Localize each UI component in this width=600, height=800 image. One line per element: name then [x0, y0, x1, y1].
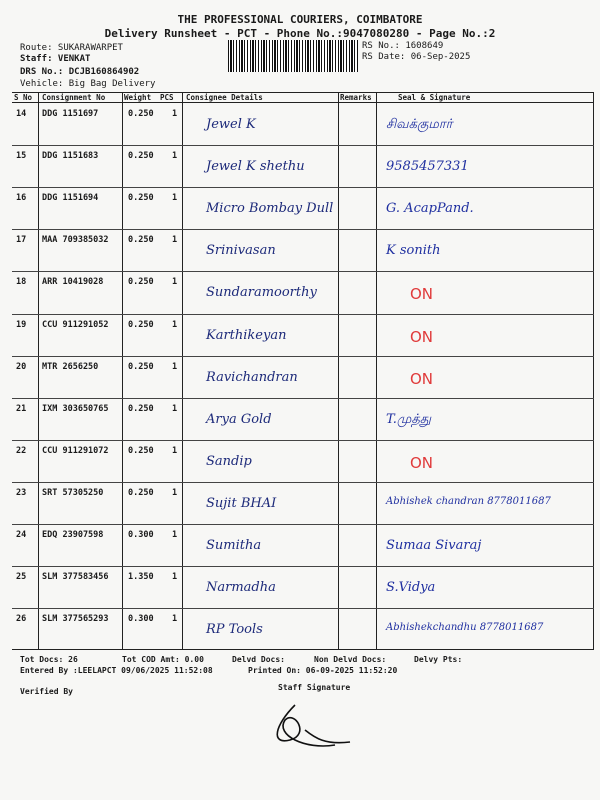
th-seal: Seal & Signature — [398, 93, 471, 102]
row-consignment-no: IXM 303650765 — [42, 403, 109, 414]
row-sno: 16 — [16, 193, 27, 204]
row-consignee: Ravichandran — [206, 369, 298, 385]
row-consignment-no: DDG 1151694 — [42, 193, 99, 204]
vehicle: Vehicle: Big Bag Delivery — [20, 79, 156, 89]
row-seal-signature: ON — [410, 327, 434, 346]
row-consignee: Jewel K — [206, 117, 256, 132]
row-weight: 0.250 — [128, 445, 154, 456]
row-weight: 0.300 — [128, 614, 154, 625]
row-sno: 25 — [16, 572, 27, 583]
row-consignee: Arya Gold — [206, 411, 272, 427]
row-pcs: 1 — [172, 530, 178, 540]
row-divider — [12, 524, 594, 525]
row-sno: 21 — [16, 403, 27, 414]
row-pcs: 1 — [172, 487, 178, 498]
row-pcs: 1 — [172, 319, 178, 330]
th-pcs: PCS — [160, 93, 174, 102]
row-seal-signature: Abhishekchandhu 8778011687 — [386, 622, 544, 634]
staff-signature-scribble — [265, 700, 355, 760]
row-sno: 22 — [16, 445, 27, 456]
row-pcs: 1 — [172, 193, 178, 204]
row-consignment-no: EDQ 23907598 — [42, 530, 104, 540]
row-consignee: Sujit BHAI — [206, 495, 277, 511]
row-sno: 17 — [16, 235, 27, 246]
row-divider — [12, 356, 594, 357]
row-weight: 0.250 — [128, 151, 154, 162]
row-divider — [12, 440, 594, 441]
row-weight: 0.250 — [128, 193, 154, 204]
staff-signature-label: Staff Signature — [278, 683, 351, 692]
row-divider — [12, 608, 594, 609]
row-weight: 0.250 — [128, 235, 154, 246]
row-sno: 15 — [16, 151, 27, 162]
printed-on: Printed On: 06-09-2025 11:52:20 — [248, 666, 398, 675]
row-seal-signature: K sonith — [386, 243, 441, 259]
row-weight: 0.250 — [128, 403, 154, 414]
tot-cod-amt: Tot COD Amt: 0.00 — [122, 655, 204, 664]
th-remarks: Remarks — [340, 93, 372, 102]
row-pcs: 1 — [172, 277, 178, 288]
row-consignee: Karthikeyan — [206, 327, 287, 343]
th-consignee: Consignee Details — [186, 93, 263, 102]
row-divider — [12, 482, 594, 483]
row-seal-signature: ON — [410, 453, 434, 472]
non-delvd-docs: Non Delvd Docs: — [314, 655, 387, 664]
drs-number: DRS No.: DCJB160864902 — [20, 67, 140, 77]
row-consignment-no: CCU 911291072 — [42, 445, 109, 456]
row-weight: 0.250 — [128, 487, 154, 498]
row-weight: 1.350 — [128, 572, 154, 583]
row-consignment-no: CCU 911291052 — [42, 319, 109, 330]
row-divider — [12, 398, 594, 399]
row-seal-signature: G. AcapPand. — [386, 201, 474, 217]
th-consignment: Consignment No — [42, 93, 106, 102]
th-weight: Weight — [124, 93, 152, 102]
row-consignment-no: DDG 1151683 — [42, 151, 99, 162]
row-seal-signature: Sumaa Sivaraj — [386, 538, 482, 553]
row-sno: 26 — [16, 614, 27, 625]
runsheet-subtitle: Delivery Runsheet - PCT - Phone No.:9047080280 - Page No.:2 — [104, 27, 496, 40]
row-consignee: Micro Bombay Dull — [206, 201, 334, 217]
delvy-pts: Delvy Pts: — [414, 655, 463, 664]
row-consignee: Jewel K shethu — [206, 159, 305, 175]
row-weight: 0.250 — [128, 361, 154, 372]
row-pcs: 1 — [172, 151, 178, 162]
row-seal-signature: Abhishek chandran 8778011687 — [386, 495, 551, 507]
row-divider — [12, 271, 594, 272]
row-consignee: Srinivasan — [206, 243, 276, 259]
row-seal-signature: S.Vidya — [386, 580, 436, 596]
row-consignment-no: MAA 709385032 — [42, 235, 109, 246]
header-rule — [12, 102, 594, 103]
row-divider — [12, 145, 594, 146]
staff: Staff: VENKAT — [20, 54, 91, 64]
th-sno: S No — [14, 93, 33, 102]
delvd-docs: Delvd Docs: — [232, 655, 285, 664]
row-weight: 0.250 — [128, 109, 154, 119]
row-sno: 20 — [16, 361, 27, 372]
row-consignee: Sumitha — [206, 538, 262, 553]
row-consignment-no: SLM 377565293 — [42, 614, 109, 625]
row-weight: 0.300 — [128, 530, 154, 540]
tot-docs: Tot Docs: 26 — [20, 655, 78, 664]
row-pcs: 1 — [172, 445, 178, 456]
row-sno: 24 — [16, 530, 27, 540]
row-consignee: Narmadha — [206, 580, 276, 596]
row-consignment-no: MTR 2656250 — [42, 361, 99, 372]
row-seal-signature: ON — [410, 285, 434, 304]
row-pcs: 1 — [172, 361, 178, 372]
row-consignee: Sandip — [206, 453, 252, 469]
verified-by: Verified By — [20, 687, 73, 696]
row-sno: 18 — [16, 277, 27, 288]
route: Route: SUKARAWARPET — [20, 43, 123, 53]
row-consignment-no: ARR 10419028 — [42, 277, 104, 288]
row-seal-signature: சிவக்குமார் — [386, 117, 453, 132]
rs-date: RS Date: 06-Sep-2025 — [362, 52, 471, 62]
company-name: THE PROFESSIONAL COURIERS, COIMBATORE — [177, 13, 423, 26]
row-sno: 14 — [16, 109, 27, 119]
row-pcs: 1 — [172, 235, 178, 246]
entered-by: Entered By :LEELAPCT 09/06/2025 11:52:08 — [20, 666, 213, 675]
row-consignee: Sundaramoorthy — [206, 285, 317, 301]
row-pcs: 1 — [172, 614, 178, 625]
row-pcs: 1 — [172, 109, 178, 119]
row-pcs: 1 — [172, 572, 178, 583]
row-sno: 19 — [16, 319, 27, 330]
row-sno: 23 — [16, 487, 27, 498]
row-consignee: RP Tools — [206, 622, 263, 638]
row-weight: 0.250 — [128, 277, 154, 288]
row-divider — [12, 229, 594, 230]
row-divider — [12, 314, 594, 315]
row-divider — [12, 187, 594, 188]
row-weight: 0.250 — [128, 319, 154, 330]
row-divider — [12, 566, 594, 567]
row-consignment-no: SRT 57305250 — [42, 487, 104, 498]
row-consignment-no: SLM 377583456 — [42, 572, 109, 583]
row-seal-signature: 9585457331 — [386, 159, 469, 175]
rs-number: RS No.: 1608649 — [362, 41, 444, 51]
row-seal-signature: T.முத்து — [386, 411, 432, 427]
row-pcs: 1 — [172, 403, 178, 414]
row-consignment-no: DDG 1151697 — [42, 109, 99, 119]
row-seal-signature: ON — [410, 369, 434, 388]
barcode — [228, 40, 358, 72]
